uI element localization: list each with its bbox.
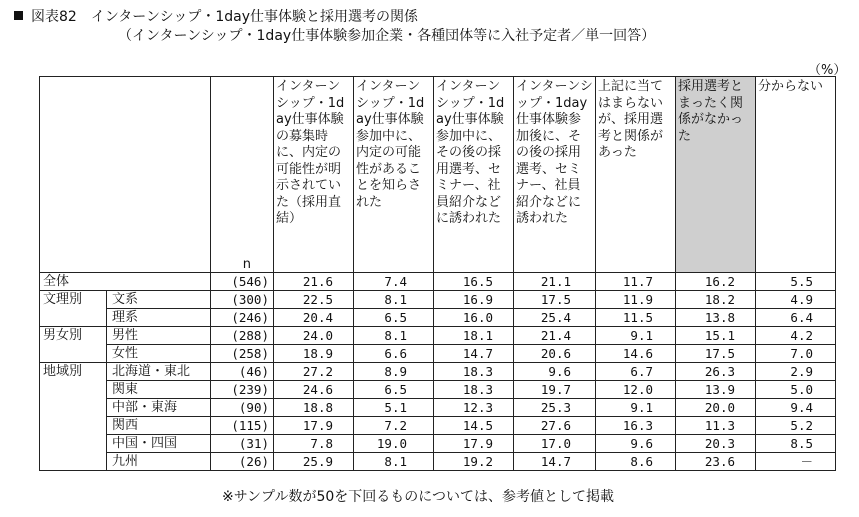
cell-value: 24.0 [274, 327, 354, 345]
row-n: (246) [211, 309, 274, 327]
table-row [40, 327, 836, 345]
cell-value: 15.1 [676, 327, 756, 345]
cell-value: 16.5 [434, 273, 514, 291]
row-category [40, 417, 107, 435]
cell-value: 24.6 [274, 381, 354, 399]
cell-value: 18.3 [434, 381, 514, 399]
cell-value: 16.9 [434, 291, 514, 309]
table-row [40, 399, 836, 417]
cell-value: 22.5 [274, 291, 354, 309]
cell-value: 16.2 [676, 273, 756, 291]
cell-value: 16.0 [434, 309, 514, 327]
cell-value: 18.2 [676, 291, 756, 309]
row-n: (46) [211, 363, 274, 381]
cell-value: 9.6 [596, 435, 676, 453]
header-col-4: インターンシップ・1day仕事体験参加後に、その後の採用選考、セミナー、社員紹介などに誘われた [514, 77, 596, 273]
cell-value: 18.9 [274, 345, 354, 363]
cell-value: 4.9 [756, 291, 836, 309]
table-row [40, 345, 836, 363]
square-bullet-icon [14, 11, 23, 20]
cell-value: 20.3 [676, 435, 756, 453]
cell-value: 4.2 [756, 327, 836, 345]
table-row [40, 435, 836, 453]
cell-value: 12.3 [434, 399, 514, 417]
cell-value: 13.8 [676, 309, 756, 327]
header-col-2: インターンシップ・1day仕事体験参加中に、内定の可能性があることを知らされた [354, 77, 434, 273]
table-row [40, 381, 836, 399]
figure-title-text: 図表82 インターンシップ・1day仕事体験と採用選考の関係 [31, 9, 419, 25]
cell-value: 6.7 [596, 363, 676, 381]
header-col-6: 採用選考とまったく関係がなかった [676, 77, 756, 273]
cell-value: 18.1 [434, 327, 514, 345]
cell-value: 17.5 [676, 345, 756, 363]
cell-value: 25.3 [514, 399, 596, 417]
row-label: 北海道・東北 [107, 363, 211, 381]
cell-value: 19.0 [354, 435, 434, 453]
row-label: 関東 [107, 381, 211, 399]
cell-value: 14.7 [434, 345, 514, 363]
table-row [40, 417, 836, 435]
cell-value: 20.6 [514, 345, 596, 363]
footnote: ※サンプル数が50を下回るものについては、参考値として掲載 [222, 489, 615, 505]
row-category [40, 399, 107, 417]
cell-value: 6.4 [756, 309, 836, 327]
row-n: (300) [211, 291, 274, 309]
row-n: (239) [211, 381, 274, 399]
row-n: (90) [211, 399, 274, 417]
cell-value: 18.3 [434, 363, 514, 381]
cell-value: 14.7 [514, 453, 596, 471]
cell-value: 11.7 [596, 273, 676, 291]
cell-value: 16.3 [596, 417, 676, 435]
header-col-7: 分からない [756, 77, 836, 273]
cell-value: 17.9 [434, 435, 514, 453]
figure-subtitle: （インターンシップ・1day仕事体験参加企業・各種団体等に入社予定者／単一回答） [118, 28, 656, 44]
cell-value: 21.1 [514, 273, 596, 291]
header-n: n [211, 77, 274, 273]
cell-value: 25.4 [514, 309, 596, 327]
row-category [40, 453, 107, 471]
header-col-3: インターンシップ・1day仕事体験参加中に、その後の採用選考、セミナー、社員紹介などに誘われた [434, 77, 514, 273]
cell-value: 23.6 [676, 453, 756, 471]
cell-value: 8.1 [354, 453, 434, 471]
cell-value: 6.5 [354, 309, 434, 327]
cell-value: 8.1 [354, 327, 434, 345]
cell-value: 11.5 [596, 309, 676, 327]
cell-value: 5.2 [756, 417, 836, 435]
cell-value: 17.9 [274, 417, 354, 435]
cell-value: 6.5 [354, 381, 434, 399]
cell-value: 27.6 [514, 417, 596, 435]
row-n: (31) [211, 435, 274, 453]
table-row [40, 309, 836, 327]
row-category [40, 435, 107, 453]
cell-value: 8.5 [756, 435, 836, 453]
figure-title [14, 8, 418, 27]
row-category [40, 345, 107, 363]
cell-value: 7.2 [354, 417, 434, 435]
row-n: (115) [211, 417, 274, 435]
cell-value: 5.5 [756, 273, 836, 291]
row-label: 中国・四国 [107, 435, 211, 453]
cell-value: 17.5 [514, 291, 596, 309]
row-label: 文系 [107, 291, 211, 309]
cell-value: 2.9 [756, 363, 836, 381]
row-label: 中部・東海 [107, 399, 211, 417]
cell-value: 17.0 [514, 435, 596, 453]
cell-value: 8.6 [596, 453, 676, 471]
header-col-5: 上記に当てはまらないが、採用選考と関係があった [596, 77, 676, 273]
header-row [40, 77, 836, 273]
row-category: 文理別 [40, 291, 107, 309]
cell-value: 5.0 [756, 381, 836, 399]
table-row [40, 453, 836, 471]
cell-value: 7.4 [354, 273, 434, 291]
header-col-1: インターンシップ・1day仕事体験の募集時に、内定の可能性が明示されていた（採用直結） [274, 77, 354, 273]
row-category: 男女別 [40, 327, 107, 345]
cell-value: 9.4 [756, 399, 836, 417]
cell-value: 20.4 [274, 309, 354, 327]
cell-value: 11.3 [676, 417, 756, 435]
cell-value: 9.6 [514, 363, 596, 381]
cell-value: 21.6 [274, 273, 354, 291]
cell-value: 8.1 [354, 291, 434, 309]
unit-label: （%） [808, 63, 847, 78]
cell-value: 6.6 [354, 345, 434, 363]
table-row [40, 291, 836, 309]
cell-value: 27.2 [274, 363, 354, 381]
row-n: (288) [211, 327, 274, 345]
cell-value: 13.9 [676, 381, 756, 399]
row-category: 地域別 [40, 363, 107, 381]
cell-value: 5.1 [354, 399, 434, 417]
cell-value: 7.8 [274, 435, 354, 453]
cell-value: 25.9 [274, 453, 354, 471]
row-n: (26) [211, 453, 274, 471]
cell-value: 18.8 [274, 399, 354, 417]
cell-value: 21.4 [514, 327, 596, 345]
cell-value: 9.1 [596, 327, 676, 345]
cell-value: 14.5 [434, 417, 514, 435]
row-label: 関西 [107, 417, 211, 435]
cell-value: 20.0 [676, 399, 756, 417]
row-category: 全体 [40, 273, 211, 291]
row-label: 女性 [107, 345, 211, 363]
row-label: 理系 [107, 309, 211, 327]
table-row [40, 363, 836, 381]
row-label: 九州 [107, 453, 211, 471]
cell-value: 14.6 [596, 345, 676, 363]
row-category [40, 381, 107, 399]
cell-value: 9.1 [596, 399, 676, 417]
row-n: (258) [211, 345, 274, 363]
header-blank [40, 77, 211, 273]
cell-value: 7.0 [756, 345, 836, 363]
row-n: (546) [211, 273, 274, 291]
cell-value: 8.9 [354, 363, 434, 381]
row-category [40, 309, 107, 327]
table-row [40, 273, 836, 291]
cell-value: 19.2 [434, 453, 514, 471]
cell-value: 12.0 [596, 381, 676, 399]
row-label: 男性 [107, 327, 211, 345]
cell-value: － [756, 453, 836, 471]
cell-value: 26.3 [676, 363, 756, 381]
cell-value: 11.9 [596, 291, 676, 309]
cell-value: 19.7 [514, 381, 596, 399]
data-table [39, 76, 836, 471]
